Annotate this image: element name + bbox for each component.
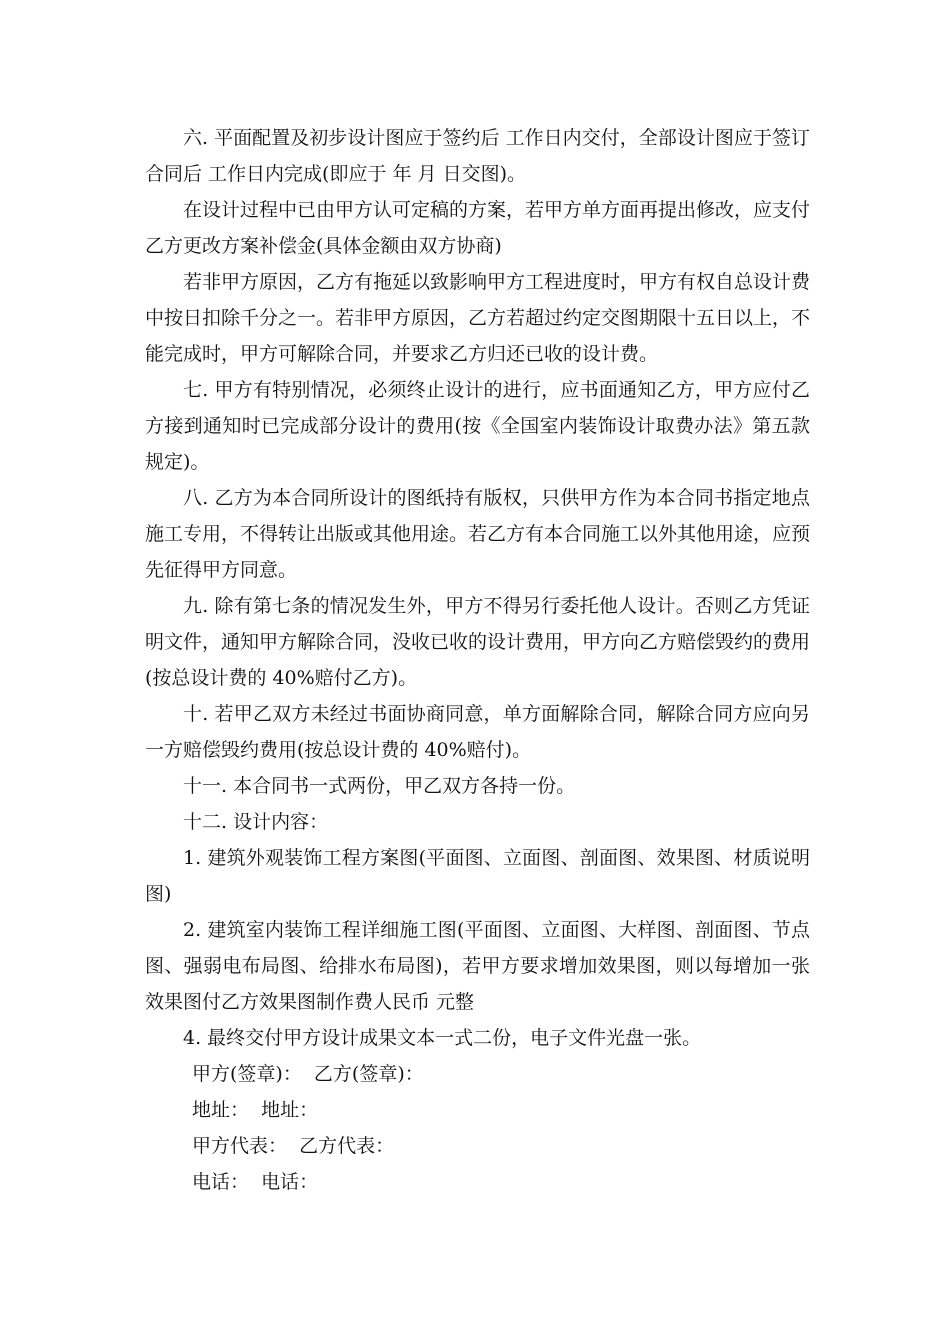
- design-item-4: 4. 最终交付甲方设计成果文本一式二份，电子文件光盘一张。: [183, 1027, 702, 1049]
- representative-line: 甲方代表： 乙方代表：: [192, 1135, 395, 1157]
- clause-7: 七. 甲方有特别情况，必须终止设计的进行，应书面通知乙方，甲方应付乙方接到通知时已完成部分设计的费用(按《全国室内装饰设计取费办法》第五款规定)。: [145, 379, 810, 473]
- signature-seal-line: 甲方(签章)： 乙方(签章)：: [192, 1063, 424, 1085]
- clause-6: 六. 平面配置及初步设计图应于签约后 工作日内交付，全部设计图应于签订合同后 工作日内完成(即应于 年 月 日交图)。: [145, 127, 810, 185]
- clause-10: 十. 若甲乙双方未经过书面协商同意，单方面解除合同，解除合同方应向另一方赔偿毁约费用(按总设计费的 40%赔付)。: [145, 703, 810, 761]
- clause-6-revision: 在设计过程中已由甲方认可定稿的方案，若甲方单方面再提出修改，应支付乙方更改方案补偿金(具体金额由双方协商): [145, 199, 811, 257]
- clause-9: 九. 除有第七条的情况发生外，甲方不得另行委托他人设计。否则乙方凭证明文件，通知甲方解除合同，没收已收的设计费用，甲方向乙方赔偿毁约的费用(按总设计费的 40%赔付乙方)。: [145, 595, 811, 689]
- design-item-2: 2. 建筑室内装饰工程详细施工图(平面图、立面图、大样图、剖面图、节点图、强弱电布局图、给排水布局图)，若甲方要求增加效果图，则以每增加一张效果图付乙方效果图制作费人民币 元整: [145, 919, 810, 1013]
- signature-block: [145, 1056, 810, 1200]
- clause-8: 八. 乙方为本合同所设计的图纸持有版权，只供甲方作为本合同书指定地点施工专用，不得转让出版或其他用途。若乙方有本合同施工以外其他用途，应预先征得甲方同意。: [145, 487, 811, 581]
- clause-6-delay: 若非甲方原因，乙方有拖延以致影响甲方工程进度时，甲方有权自总设计费中按日扣除千分之一。若非甲方原因，乙方若超过约定交图期限十五日以上，不能完成时，甲方可解除合同，并要求乙方归还已收的设计费。: [145, 271, 811, 365]
- design-item-1: 1. 建筑外观装饰工程方案图(平面图、立面图、剖面图、效果图、材质说明图): [145, 847, 810, 905]
- contract-body: [145, 120, 810, 1200]
- clause-11: 十一. 本合同书一式两份，甲乙双方各持一份。: [183, 775, 576, 797]
- clause-12-heading: 十二. 设计内容：: [183, 811, 329, 833]
- address-line: 地址： 地址：: [192, 1099, 319, 1121]
- phone-line: 电话： 电话：: [192, 1171, 319, 1193]
